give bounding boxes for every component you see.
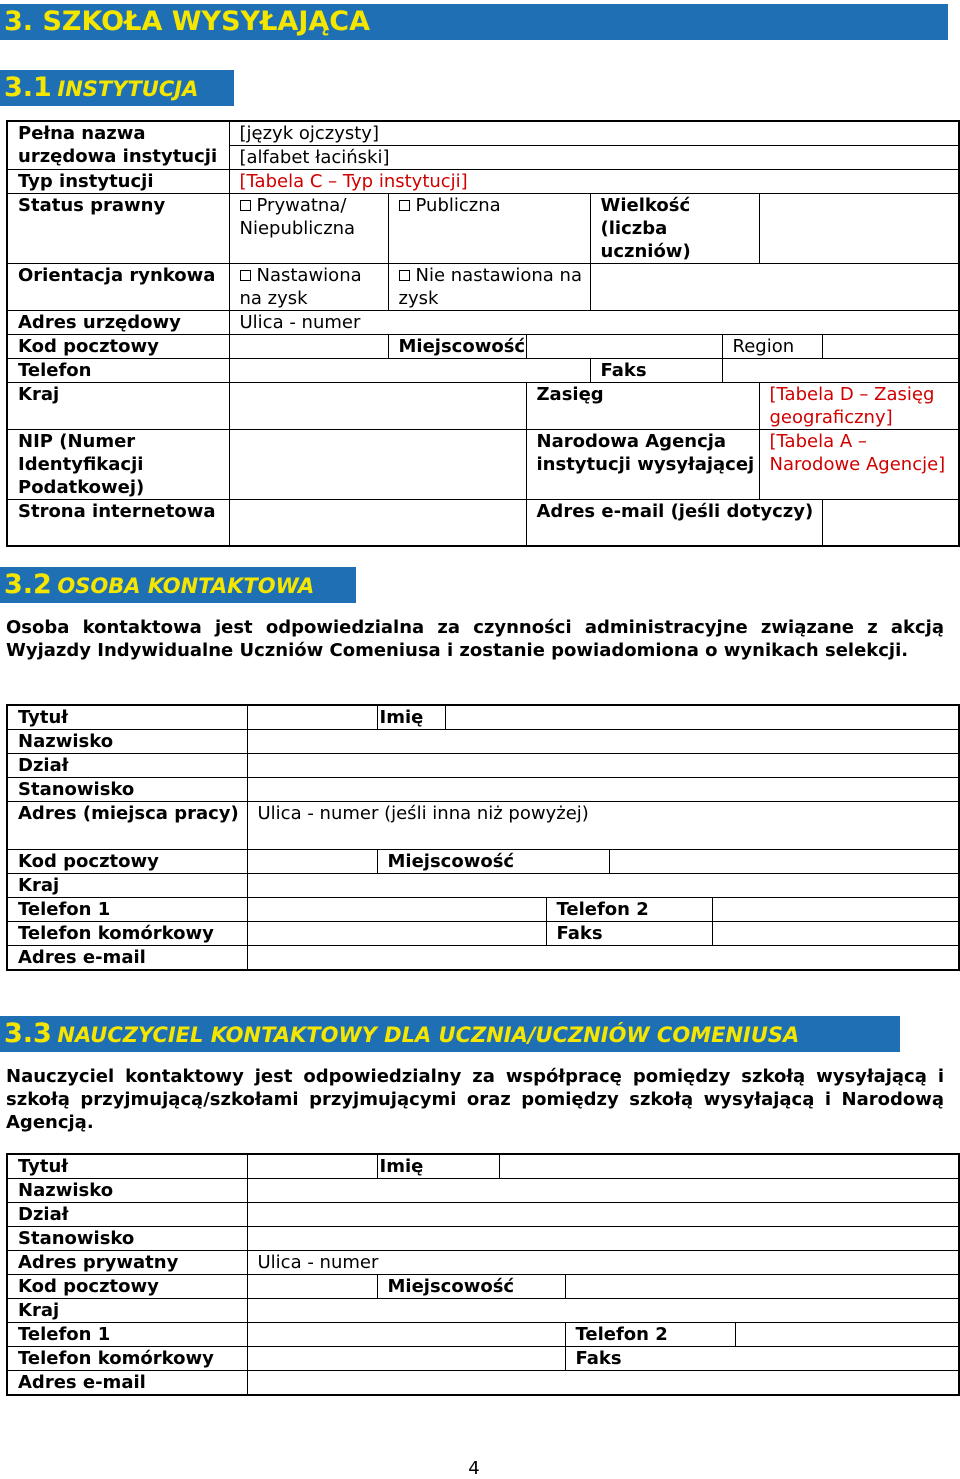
- field-email[interactable]: [247, 946, 959, 971]
- label-region: Region: [722, 335, 822, 359]
- label-tax-id: NIP (Numer Identyfikacji Podatkowej): [7, 430, 229, 500]
- field-country[interactable]: [229, 383, 526, 430]
- field-address[interactable]: Ulica - numer: [229, 311, 959, 335]
- label-fax: Faks: [590, 359, 722, 383]
- label-position: Stanowisko: [7, 1227, 247, 1251]
- subsection-title: INSTYTUCJA: [57, 77, 199, 101]
- field-position[interactable]: [247, 1227, 959, 1251]
- section-header: 3. SZKOŁA WYSYŁAJĄCA: [0, 4, 948, 40]
- page-number: 4: [468, 1458, 480, 1479]
- field-title[interactable]: [247, 1154, 377, 1179]
- field-department[interactable]: [247, 1203, 959, 1227]
- label-position: Stanowisko: [7, 778, 247, 802]
- field-national-agency[interactable]: [Tabela A – Narodowe Agencje]: [759, 430, 959, 500]
- option-for-profit[interactable]: [229, 264, 388, 311]
- label-mobile: Telefon komórkowy: [7, 922, 247, 946]
- subsection-header-3-1: [0, 70, 234, 106]
- option-public[interactable]: [388, 194, 590, 264]
- field-postal-code[interactable]: [247, 850, 377, 874]
- label-legal-status: Status prawny: [7, 194, 229, 264]
- field-first-name[interactable]: [445, 705, 959, 730]
- label-city: Miejscowość: [377, 1275, 565, 1299]
- field-city[interactable]: [609, 850, 959, 874]
- option-for-profit-label: Nastawiona na zysk: [239, 265, 362, 309]
- label-official-address: Adres urzędowy: [7, 311, 229, 335]
- label-first-name: Imię: [377, 1154, 499, 1179]
- label-title: Tytuł: [7, 705, 247, 730]
- field-city[interactable]: [565, 1275, 959, 1299]
- field-phone-2[interactable]: [735, 1323, 959, 1347]
- label-full-name: Pełna nazwa urzędowa instytucji: [7, 121, 229, 170]
- field-website[interactable]: [229, 500, 526, 546]
- label-national-agency: Narodowa Agencja instytucji wysyłającej: [526, 430, 759, 500]
- field-surname[interactable]: [247, 1179, 959, 1203]
- label-surname: Nazwisko: [7, 730, 247, 754]
- label-market-orientation: Orientacja rynkowa: [7, 264, 229, 311]
- field-scope[interactable]: [Tabela D – Zasięg geograficzny]: [759, 383, 959, 430]
- subsection-header-3-2: [0, 567, 356, 603]
- label-department: Dział: [7, 754, 247, 778]
- empty-cell: [590, 264, 959, 311]
- field-mobile[interactable]: [247, 922, 546, 946]
- field-mobile[interactable]: [247, 1347, 565, 1371]
- label-institution-type: Typ instytucji: [7, 170, 229, 194]
- field-phone-2[interactable]: [712, 898, 959, 922]
- checkbox-icon[interactable]: [399, 270, 410, 281]
- label-country: Kraj: [7, 383, 229, 430]
- checkbox-icon[interactable]: [240, 270, 251, 281]
- option-non-profit[interactable]: [388, 264, 590, 311]
- label-postal-code: Kod pocztowy: [7, 850, 247, 874]
- field-title[interactable]: [247, 705, 377, 730]
- label-size: Wielkość (liczba uczniów): [590, 194, 759, 264]
- label-first-name: Imię: [377, 705, 445, 730]
- label-country: Kraj: [7, 1299, 247, 1323]
- field-phone[interactable]: [229, 359, 590, 383]
- checkbox-icon[interactable]: [240, 200, 251, 211]
- field-country[interactable]: [247, 1299, 959, 1323]
- label-phone: Telefon: [7, 359, 229, 383]
- label-fax: Faks: [546, 922, 712, 946]
- field-fax[interactable]: [722, 359, 959, 383]
- field-country[interactable]: [247, 874, 959, 898]
- option-private[interactable]: [229, 194, 388, 264]
- label-address: Adres (miejsca pracy): [7, 802, 247, 850]
- contact-person-description: Osoba kontaktowa jest odpowiedzialna za czynności administracyjne związane z akcją Wyjazdy Indywidualne Uczniów Comeniusa i zostanie powiadomiona o wynikach selekcji.: [6, 617, 944, 661]
- label-phone-2: Telefon 2: [546, 898, 712, 922]
- option-non-profit-label: Nie nastawiona na zysk: [398, 265, 582, 309]
- field-size[interactable]: [759, 194, 959, 264]
- label-website: Strona internetowa: [7, 500, 229, 546]
- label-city: Miejscowość: [377, 850, 609, 874]
- label-scope: Zasięg: [526, 383, 759, 430]
- field-tax-id[interactable]: [229, 430, 526, 500]
- subsection-number: 3.1: [4, 72, 52, 103]
- label-phone-1: Telefon 1: [7, 1323, 247, 1347]
- label-phone-2: Telefon 2: [565, 1323, 735, 1347]
- label-title: Tytuł: [7, 1154, 247, 1179]
- field-address[interactable]: Ulica - numer (jeśli inna niż powyżej): [247, 802, 959, 850]
- subsection-number: 3.2: [4, 569, 52, 600]
- institution-table: [6, 120, 960, 547]
- label-postal-code: Kod pocztowy: [7, 335, 229, 359]
- label-department: Dział: [7, 1203, 247, 1227]
- field-email[interactable]: [822, 500, 959, 546]
- field-city[interactable]: [526, 335, 722, 359]
- contact-person-table: [6, 704, 960, 971]
- field-postal-code[interactable]: [229, 335, 388, 359]
- subsection-title: NAUCZYCIEL KONTAKTOWY DLA UCZNIA/UCZNIÓW COMENIUSA: [57, 1023, 800, 1047]
- label-mobile: Telefon komórkowy: [7, 1347, 247, 1371]
- label-postal-code: Kod pocztowy: [7, 1275, 247, 1299]
- contact-teacher-description: Nauczyciel kontaktowy jest odpowiedzialny za współpracę pomiędzy szkołą wysyłającą i szkołą przyjmującą/szkołami przyjmującymi oraz pomiędzy szkołą wysyłającą i Narodową Agencją.: [6, 1066, 944, 1133]
- field-native-language[interactable]: [język ojczysty]: [229, 121, 959, 146]
- field-surname[interactable]: [247, 730, 959, 754]
- option-public-label: Publiczna: [415, 195, 501, 216]
- field-department[interactable]: [247, 754, 959, 778]
- label-surname: Nazwisko: [7, 1179, 247, 1203]
- subsection-number: 3.3: [4, 1018, 52, 1049]
- field-fax[interactable]: [712, 922, 959, 946]
- subsection-header-3-3: [0, 1016, 900, 1052]
- field-first-name[interactable]: [499, 1154, 959, 1179]
- field-phone-1[interactable]: [247, 1323, 565, 1347]
- label-private-address: Adres prywatny: [7, 1251, 247, 1275]
- field-phone-1[interactable]: [247, 898, 546, 922]
- field-latin-alphabet[interactable]: [alfabet łaciński]: [229, 146, 959, 170]
- label-email: Adres e-mail: [7, 946, 247, 971]
- label-email: Adres e-mail: [7, 1371, 247, 1396]
- field-institution-type[interactable]: [Tabela C – Typ instytucji]: [229, 170, 959, 194]
- checkbox-icon[interactable]: [399, 200, 410, 211]
- option-private-label: Prywatna/ Niepubliczna: [239, 195, 356, 239]
- field-address[interactable]: Ulica - numer: [247, 1251, 959, 1275]
- field-position[interactable]: [247, 778, 959, 802]
- field-region[interactable]: [822, 335, 959, 359]
- label-country: Kraj: [7, 874, 247, 898]
- field-email[interactable]: [247, 1371, 959, 1396]
- contact-teacher-table: [6, 1153, 960, 1396]
- field-postal-code[interactable]: [247, 1275, 377, 1299]
- label-email: Adres e-mail (jeśli dotyczy): [526, 500, 822, 546]
- label-city: Miejscowość: [388, 335, 526, 359]
- subsection-title: OSOBA KONTAKTOWA: [57, 574, 315, 598]
- label-phone-1: Telefon 1: [7, 898, 247, 922]
- label-fax: Faks: [565, 1347, 959, 1371]
